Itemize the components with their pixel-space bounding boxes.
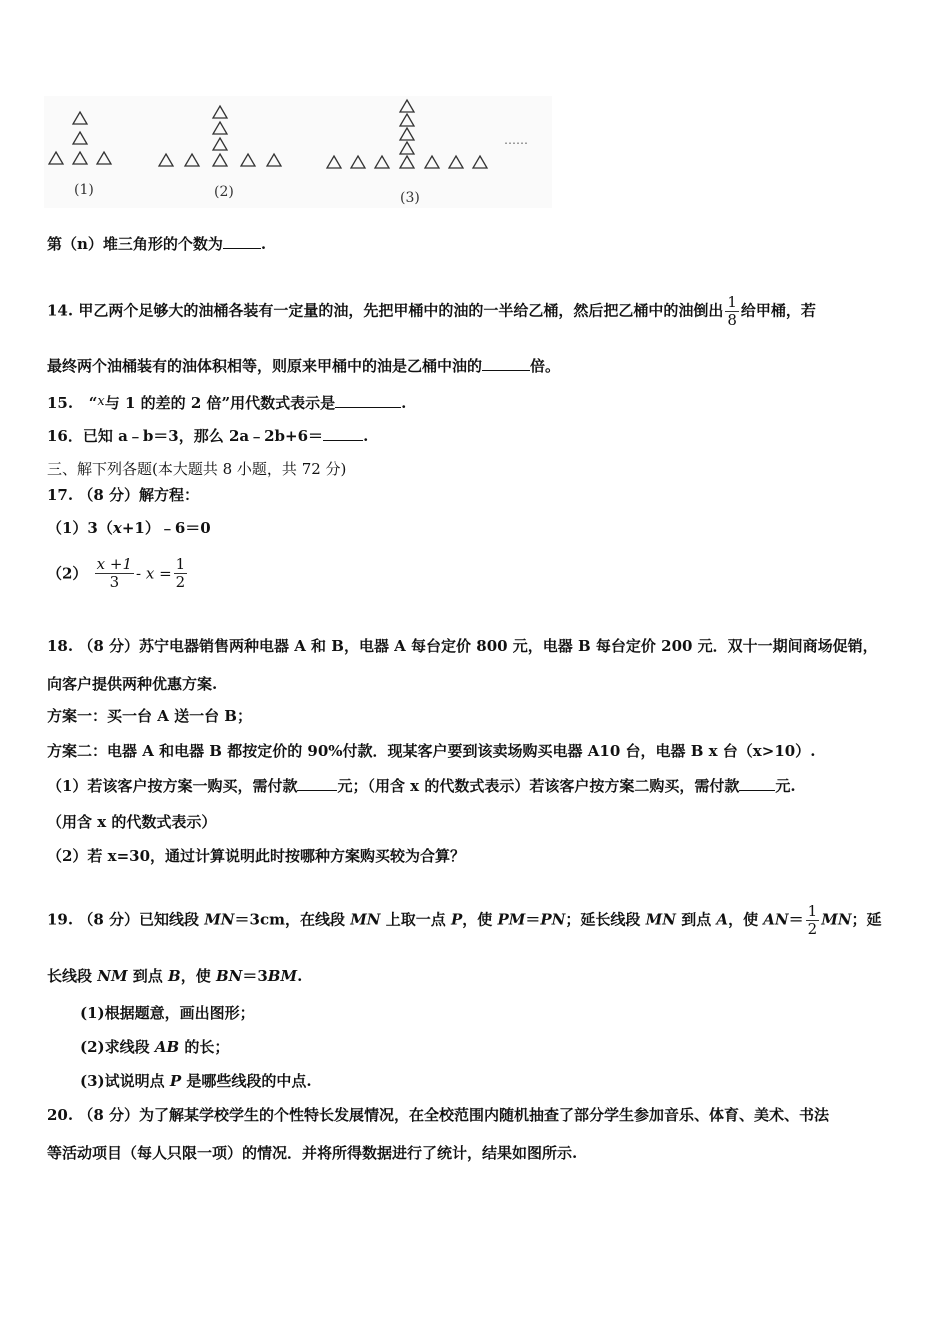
q17-p2-left-fraction xyxy=(95,556,134,591)
figure-ellipsis: …… xyxy=(504,133,528,147)
q13-end: . xyxy=(260,235,267,253)
q19-s2b: 的长； xyxy=(179,1038,230,1056)
q19-nm: NM xyxy=(97,967,128,985)
q15-line xyxy=(47,392,406,413)
q18-p1-a: （1）若该客户按方案一购买，需付款 xyxy=(47,777,298,795)
q17-p2-rnum: 1 xyxy=(175,555,186,573)
q19-f: 到点 xyxy=(675,910,717,929)
q18-part-1 xyxy=(47,776,796,796)
q19-sub-2 xyxy=(80,1037,229,1057)
q18-plan-1-text: 方案一：买一台 A 送一台 B； xyxy=(47,707,252,725)
q15-end: . xyxy=(401,394,407,412)
q19-mn-2: MN xyxy=(350,910,381,929)
q19-eq-1: ＝ xyxy=(525,910,541,929)
q18-text-2: 向客户提供两种优惠方案. xyxy=(47,675,218,693)
q19-p-2: P xyxy=(169,1072,182,1090)
q17-p2-num: x +1 xyxy=(96,555,133,573)
q18-plan-2 xyxy=(47,741,815,761)
q18-p2-text: （2）若 x=30，通过计算说明此时按哪种方案购买较为合算？ xyxy=(47,847,466,865)
q14-text-1: 甲乙两个足够大的油桶各装有一定量的油，先把甲桶中的油的一半给乙桶，然后把乙桶中的油倒出 xyxy=(78,301,724,320)
q14-frac-num: 1 xyxy=(727,293,737,311)
q19-mn-3: MN xyxy=(645,910,676,929)
q17-p1-var: x xyxy=(112,519,122,537)
q18-line-2 xyxy=(47,674,217,694)
q19-l2d: ＝3 xyxy=(242,967,268,985)
q17-p2-rden: 2 xyxy=(175,573,186,591)
q20-line-1 xyxy=(47,1105,829,1125)
q14-text-2: 最终两个油桶装有的油体积相等，则原来甲桶中的油是乙桶中油的 xyxy=(47,357,483,375)
q14-blank xyxy=(482,356,530,371)
q19-bm: BM xyxy=(267,967,298,985)
q18-part-1-line-2 xyxy=(47,812,216,832)
q18-plan-1 xyxy=(47,706,252,726)
q19-pm: PM xyxy=(497,910,526,929)
q17-p2-den: 3 xyxy=(95,573,134,591)
q15-variable: x xyxy=(97,394,105,409)
q14-number: 14. xyxy=(47,301,74,320)
q18-p1-c: 元. xyxy=(775,777,796,795)
q19-line-2 xyxy=(47,966,302,986)
q19-eq-2: ＝ xyxy=(788,910,804,929)
q19-b-point: B xyxy=(168,967,181,985)
q18-line-1 xyxy=(47,636,878,656)
q19-pn: PN xyxy=(540,910,566,929)
triangle-pattern-figure xyxy=(44,96,552,208)
q14-line-1 xyxy=(47,294,816,329)
q19-s3b: 是哪些线段的中点. xyxy=(181,1072,312,1090)
q19-s1: (1)根据题意，画出图形； xyxy=(80,1004,255,1022)
q17-p1-pre: （1）3（ xyxy=(47,519,113,537)
q19-bn: BN xyxy=(215,967,243,985)
q17-p2-right-fraction xyxy=(174,556,188,591)
figure-label-1: (1) xyxy=(74,182,94,198)
q16-blank xyxy=(323,426,363,441)
q20-text-1: 20. （8 分）为了解某学校学生的个性特长发展情况，在全校范围内随机抽查了部分学生参加音乐、体育、美术、书法 xyxy=(47,1106,829,1124)
q19-s2a: (2)求线段 xyxy=(80,1038,155,1056)
q19-frac-den: 2 xyxy=(807,920,818,938)
q19-d: ，使 xyxy=(462,910,498,929)
q15-text: 与 1 的差的 2 倍”用代数式表示是 xyxy=(104,394,336,412)
q19-a-point: A xyxy=(716,910,729,929)
q19-sub-1 xyxy=(80,1003,255,1023)
q19-ab: AB xyxy=(154,1038,180,1056)
q17-p2-label: （2） xyxy=(47,564,88,583)
q19-a: 19. （8 分）已知线段 xyxy=(47,910,205,929)
q19-l2e: . xyxy=(297,967,303,985)
q13-text: 第（n）堆三角形的个数为 xyxy=(47,235,223,253)
q19-g: ，使 xyxy=(728,910,764,929)
q18-part-2 xyxy=(47,846,465,866)
q16-text: 16．已知 a﹣b＝3，那么 2a﹣2b+6＝ xyxy=(47,427,324,445)
q19-frac-num: 1 xyxy=(807,902,818,920)
q13-line xyxy=(47,234,266,254)
q20-line-2 xyxy=(47,1143,577,1163)
q14-fraction xyxy=(725,294,739,329)
q19-p-1: P xyxy=(450,910,463,929)
q15-number: 15. xyxy=(47,394,74,412)
q20-text-2: 等活动项目（每人只限一项）的情况．并将所得数据进行了统计，结果如图所示. xyxy=(47,1144,578,1162)
q15-open-quote: “ xyxy=(88,394,98,412)
q19-line-1 xyxy=(47,903,882,938)
q17-p1-post: +1）﹣6＝0 xyxy=(121,519,211,537)
q19-h: ；延 xyxy=(851,910,882,929)
section-3-title: 三、解下列各题(本大题共 8 小题，共 72 分) xyxy=(47,460,347,478)
q13-blank xyxy=(223,234,261,249)
q18-blank-1 xyxy=(297,776,337,791)
q18-plan-2-text: 方案二：电器 A 和电器 B 都按定价的 90%付款．现某客户要到该卖场购买电器 A10 台，电器 B x 台（x>10）. xyxy=(47,742,816,760)
figure-label-3: (3) xyxy=(400,190,420,206)
q19-sub-3 xyxy=(80,1071,312,1091)
q19-l2c: ，使 xyxy=(180,967,216,985)
q19-e: ；延长线段 xyxy=(565,910,646,929)
q17-title xyxy=(47,485,199,505)
q17-part-2 xyxy=(47,556,189,591)
q19-c: 上取一点 xyxy=(380,910,451,929)
q19-fraction xyxy=(806,903,820,938)
q19-l2a: 长线段 xyxy=(47,967,98,985)
q19-mn-4: MN xyxy=(821,910,852,929)
q14-frac-den: 8 xyxy=(727,311,737,329)
q19-s3a: (3)试说明点 xyxy=(80,1072,170,1090)
q15-blank xyxy=(335,393,401,408)
q19-l2b: 到点 xyxy=(127,967,169,985)
q18-text-1: 18. （8 分）苏宁电器销售两种电器 A 和 B，电器 A 每台定价 800 元，电器 B 每台定价 200 元．双十一期间商场促销， xyxy=(47,637,878,655)
figure-label-2: (2) xyxy=(214,184,234,200)
q18-blank-2 xyxy=(739,776,775,791)
q17-p2-mid: - x = xyxy=(136,564,172,583)
q14-line-2 xyxy=(47,356,560,376)
q19-an: AN xyxy=(763,910,789,929)
q17-part-1 xyxy=(47,518,211,538)
q14-text-2-end: 倍。 xyxy=(530,357,561,375)
q16-end: . xyxy=(363,427,369,445)
section-3-heading xyxy=(47,459,346,479)
q17-title-text: 17. （8 分）解方程： xyxy=(47,486,199,504)
q19-b: ＝3cm，在线段 xyxy=(234,910,351,929)
q18-p1-b: 元；（用含 x 的代数式表示）若该客户按方案二购买，需付款 xyxy=(337,777,740,795)
q14-text-1-end: 给甲桶，若 xyxy=(740,301,816,320)
q19-mn-1: MN xyxy=(204,910,235,929)
q16-line xyxy=(47,426,368,446)
q18-p1-line2: （用含 x 的代数式表示） xyxy=(47,813,217,831)
